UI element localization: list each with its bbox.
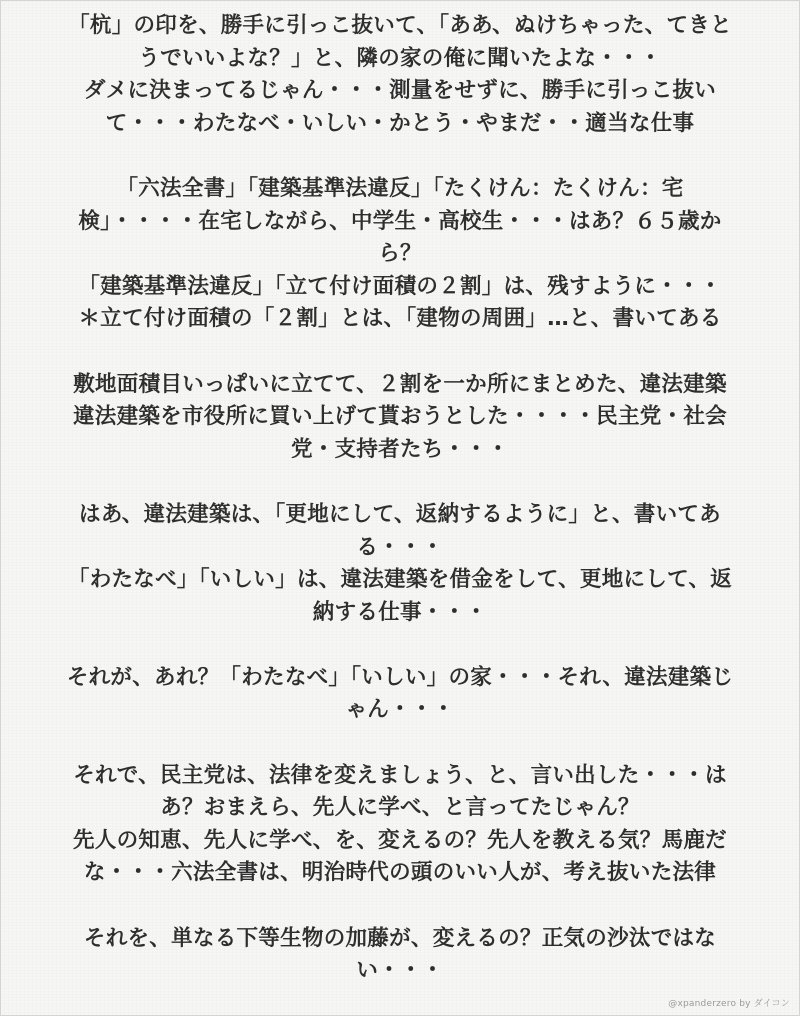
post-line: 党・支持者たち・・・ (290, 436, 509, 462)
post-line: 「建築基準法違反」「立て付け面積の２割」は、残すように・・・ (78, 273, 722, 299)
post-line: 納する仕事・・・ (312, 599, 488, 625)
post-body (18, 10, 782, 988)
blank-line (18, 466, 782, 499)
post-line: 「六法全書」「建築基準法違反」「たくけん：たくけん：宅 (116, 175, 684, 201)
post-line: ＊立て付け面積の「２割」とは、「建物の周囲」…と、書いてある (78, 306, 722, 332)
blank-line (18, 727, 782, 760)
post-line: はあ、違法建築は、「更地にして、返納するように」と、書いてあ (79, 501, 721, 527)
blank-line (18, 336, 782, 369)
post-line: それが、あれ？「わたなべ」「いしい」の家・・・それ、違法建築じ (66, 664, 734, 690)
post-line: 「わたなべ」「いしい」は、違法建築を借金をして、更地にして、返 (67, 567, 733, 593)
post-line: うでいいよな？」と、隣の家の俺に聞いたよな・・・ (138, 45, 662, 71)
post-line: て・・・わたなべ・いしい・かとう・やまだ・・適当な仕事 (105, 110, 695, 136)
post-line: な・・・六法全書は、明治時代の頭のいい人が、考え抜いた法律 (83, 860, 717, 886)
blank-line (18, 140, 782, 173)
post-line: 「杭」の印を、勝手に引っこ抜いて、「ああ、ぬけちゃった、てきと (68, 13, 732, 38)
post-line: ダメに決まってるじゃん・・・測量をせずに、勝手に引っこ抜い (83, 78, 717, 104)
post-line: る・・・ (356, 534, 444, 560)
post-line: 先人の知恵、先人に学べ、を、変えるの？先人を教える気？馬鹿だ (72, 827, 727, 853)
post-line: 検」・・・・在宅しながら、中学生・高校生・・・はあ？６５歳か (78, 208, 722, 234)
blank-line (18, 890, 782, 923)
post-line: 違法建築を市役所に買い上げて貰おうとした・・・・民主党・社会 (72, 404, 727, 430)
post-line: ら？ (378, 241, 422, 267)
blank-line (18, 629, 782, 662)
post-line: それを、単なる下等生物の加藤が、変えるの？正気の沙汰ではな (83, 925, 717, 951)
watermark: @xpanderzero by ダイコン (668, 999, 790, 1009)
post-line: ゃん・・・ (345, 697, 455, 723)
post-line: あ？おまえら、先人に学べ、と言ってたじゃん？ (160, 795, 640, 821)
post-line: い・・・ (356, 958, 444, 984)
post-line: 敷地面積目いっぱいに立てて、２割を一か所にまとめた、違法建築 (73, 371, 727, 397)
post-line: それで、民主党は、法律を変えましょう、と、言い出した・・・は (73, 762, 727, 788)
